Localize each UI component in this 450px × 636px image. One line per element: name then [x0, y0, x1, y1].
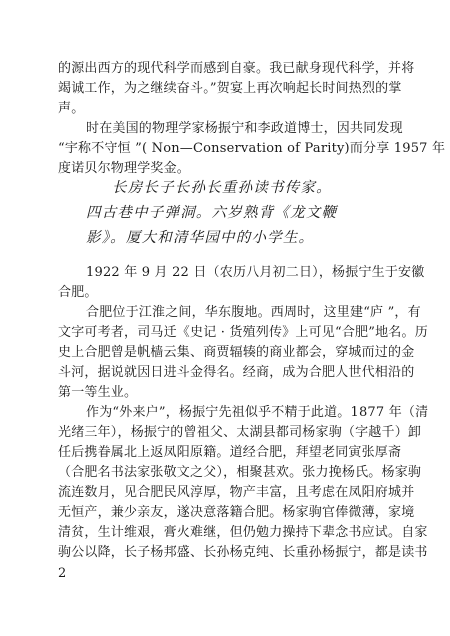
- text-line: 合肥。: [58, 285, 98, 300]
- page-number: 2: [58, 566, 67, 581]
- text-line: “宇称不守恒 ”( Non—Conservation of Parity)而分享 1957 年: [58, 141, 446, 156]
- section-verse-line: 四古巷中子弹洞。六岁熟背《龙文鞭: [86, 205, 338, 221]
- text-line: 驹公以降，长子杨邦盛、长孙杨克纯、长重孙杨振宁，都是读书: [58, 545, 428, 560]
- text-line: 1922 年 9 月 22 日（农历八月初二日），杨振宁生于安徽: [86, 265, 425, 280]
- text-line: 作为“外来户”，杨振宁先祖似乎不精于此道。1877 年（清: [86, 405, 429, 420]
- text-line: （合肥名书法家张敬文之父），相聚甚欢。张力挽杨氏。杨家驹: [58, 465, 422, 480]
- text-line: 任后携眷属北上返凤阳原籍。道经合肥，拜望老同寅张厚斋: [58, 445, 402, 460]
- text-line: 竭诚工作，为之继续奋斗。”贺宴上再次响起长时间热烈的掌: [58, 81, 402, 96]
- text-line: 度诺贝尔物理学奖金。: [58, 161, 191, 176]
- text-line: 清贫，生计维艰，膏火难继，但仍勉力操持下辈念书应试。自家: [58, 525, 428, 540]
- text-line: 声。: [58, 101, 85, 116]
- text-line: 文字可考者，司马迁《史记 · 货殖列传》上可见“合肥”地名。历: [58, 325, 428, 340]
- text-line: 无恒产，兼少亲友，遂决意落籍合肥。杨家驹官俸微薄，家境: [58, 505, 415, 520]
- text-line: 光绪三年），杨振宁的曾祖父、太湖县都司杨家驹（字越千）卸: [58, 425, 422, 440]
- text-line: 的源出西方的现代科学而感到自豪。我已献身现代科学，并将: [58, 61, 415, 76]
- text-line: 史上合肥曾是帆樯云集、商贾辐辏的商业都会，穿城而过的金: [58, 345, 415, 360]
- section-verse-line: 影》。厦大和清华园中的小学生。: [86, 230, 315, 246]
- text-line: 斗河，据说就因日进斗金得名。经商，成为合肥人世代相沿的: [58, 365, 415, 380]
- section-verse-line: 长房长子长孙长重孙读书传家。: [112, 180, 332, 196]
- text-line: 第一等生业。: [58, 385, 138, 400]
- text-line: 时在美国的物理学家杨振宁和李政道博士，因共同发现: [86, 121, 403, 136]
- text-line: 合肥位于江淮之间，华东腹地。西周时，这里建“庐 ”，有: [86, 305, 421, 320]
- text-line: 流连数月，见合肥民风淳厚，物产丰富，且考虑在凤阳府城并: [58, 485, 415, 500]
